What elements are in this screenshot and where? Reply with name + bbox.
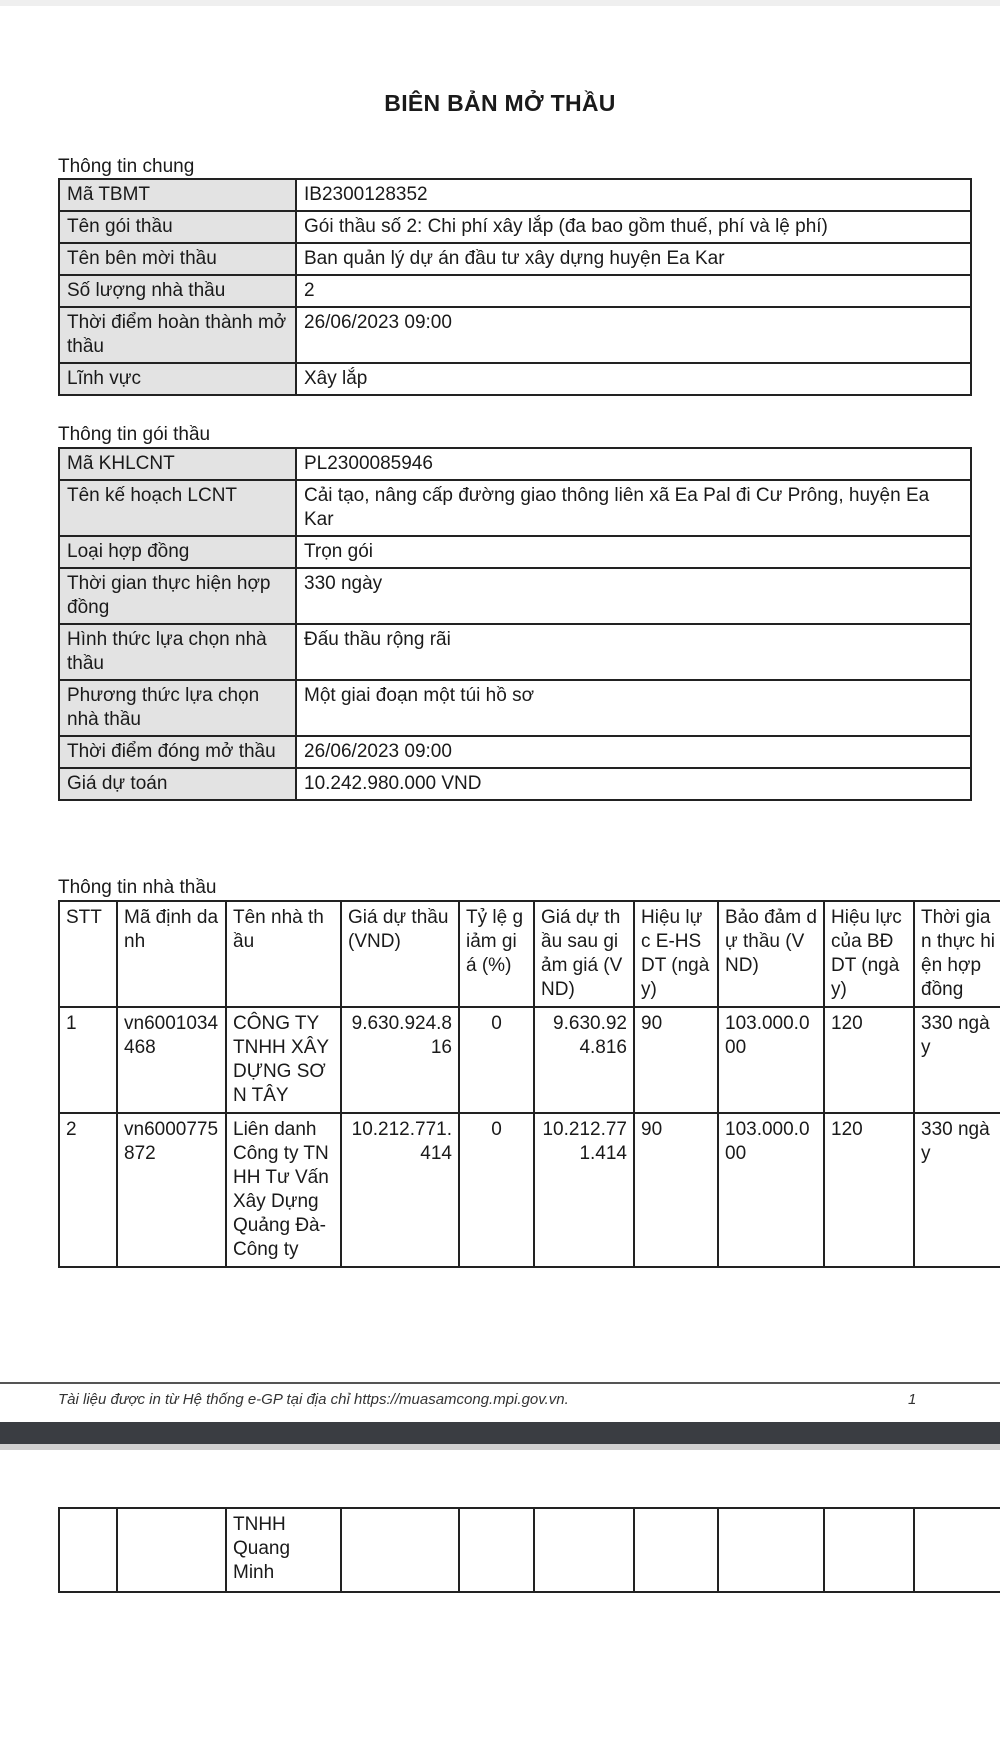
table-row (59, 680, 971, 736)
table-row (59, 480, 971, 536)
cell-bid-security: 103.000.000 (718, 1113, 824, 1267)
table-row (59, 536, 971, 568)
table-row (59, 568, 971, 624)
column-header: Mã định danh (117, 901, 226, 1007)
cell-bidder-name: Liên danh Công ty TNHH Tư Vấn Xây Dựng Quảng Đà-Công ty (226, 1113, 341, 1267)
table-row (59, 1113, 1000, 1267)
cell-discount: 0 (459, 1007, 534, 1113)
table-row (59, 243, 971, 275)
table-row (59, 736, 971, 768)
field-label: Thời điểm hoàn thành mở thầu (59, 307, 296, 363)
table-row (59, 768, 971, 800)
cell-empty (59, 1508, 117, 1592)
cell-empty (634, 1508, 718, 1592)
cell-bidder-name-continued: TNHH Quang Minh (226, 1508, 341, 1592)
field-value: Cải tạo, nâng cấp đường giao thông liên xã Ea Pal đi Cư Prông, huyện Ea Kar (296, 480, 971, 536)
field-value: 10.242.980.000 VND (296, 768, 971, 800)
document-title: BIÊN BẢN MỞ THẦU (384, 90, 616, 116)
field-label: Lĩnh vực (59, 363, 296, 395)
cell-bid-price: 10.212.771.414 (341, 1113, 459, 1267)
cell-bid-price: 9.630.924.816 (341, 1007, 459, 1113)
cell-price-after-discount: 9.630.924.816 (534, 1007, 634, 1113)
field-label: Thời điểm đóng mở thầu (59, 736, 296, 768)
field-value: IB2300128352 (296, 179, 971, 211)
field-value: Đấu thầu rộng rãi (296, 624, 971, 680)
bidders-table-continued (58, 1507, 1000, 1593)
cell-stt: 2 (59, 1113, 117, 1267)
field-label: Mã KHLCNT (59, 448, 296, 480)
field-label: Tên bên mời thầu (59, 243, 296, 275)
column-header: Giá dự thầu (VND) (341, 901, 459, 1007)
field-value: Xây lắp (296, 363, 971, 395)
table-row (59, 179, 971, 211)
page-top-edge (0, 0, 1000, 6)
field-value: Trọn gói (296, 536, 971, 568)
column-header: Hiệu lực của BĐ DT (ngày) (824, 901, 914, 1007)
page-break-shadow (0, 1444, 1000, 1450)
general-info-table (58, 178, 972, 396)
field-label: Tên kế hoạch LCNT (59, 480, 296, 536)
page-number: 1 (908, 1391, 917, 1408)
table-row (59, 1508, 1000, 1592)
field-value: PL2300085946 (296, 448, 971, 480)
cell-security-validity: 120 (824, 1007, 914, 1113)
package-info-table (58, 447, 972, 801)
cell-empty (718, 1508, 824, 1592)
table-row (59, 624, 971, 680)
field-value: 330 ngày (296, 568, 971, 624)
cell-empty (341, 1508, 459, 1592)
cell-bidder-name: CÔNG TY TNHH XÂY DỰNG SƠN TÂY (226, 1007, 341, 1113)
cell-identifier: vn6000775872 (117, 1113, 226, 1267)
cell-contract-duration: 330 ngày (914, 1113, 1000, 1267)
column-header: STT (59, 901, 117, 1007)
field-value: Một giai đoạn một túi hồ sơ (296, 680, 971, 736)
general-info-heading: Thông tin chung (58, 156, 195, 177)
column-header: Thời gian thực hiện hợp đồng (914, 901, 1000, 1007)
field-label: Hình thức lựa chọn nhà thầu (59, 624, 296, 680)
table-row (59, 448, 971, 480)
column-header: Bảo đảm dự thầu (VND) (718, 901, 824, 1007)
field-value: Gói thầu số 2: Chi phí xây lắp (đa bao gồm thuế, phí và lệ phí) (296, 211, 971, 243)
bidders-table (58, 900, 1000, 1268)
cell-identifier: vn6001034468 (117, 1007, 226, 1113)
table-row (59, 307, 971, 363)
table-row (59, 1007, 1000, 1113)
cell-empty (459, 1508, 534, 1592)
cell-discount: 0 (459, 1113, 534, 1267)
table-row (59, 211, 971, 243)
field-label: Mã TBMT (59, 179, 296, 211)
column-header: Hiệu lực E-HSDT (ngày) (634, 901, 718, 1007)
package-info-heading: Thông tin gói thầu (58, 424, 211, 445)
field-value: 26/06/2023 09:00 (296, 736, 971, 768)
page-break-bar (0, 1422, 1000, 1444)
cell-contract-duration: 330 ngày (914, 1007, 1000, 1113)
field-label: Phương thức lựa chọn nhà thầu (59, 680, 296, 736)
column-header: Tỷ lệ giảm giá (%) (459, 901, 534, 1007)
column-header: Tên nhà thầu (226, 901, 341, 1007)
field-label: Thời gian thực hiện hợp đồng (59, 568, 296, 624)
field-value: Ban quản lý dự án đầu tư xây dựng huyện Ea Kar (296, 243, 971, 275)
cell-bid-security: 103.000.000 (718, 1007, 824, 1113)
footer-text: Tài liệu được in từ Hệ thống e-GP tại địa chỉ https://muasamcong.mpi.gov.vn. (58, 1391, 569, 1408)
field-label: Số lượng nhà thầu (59, 275, 296, 307)
cell-empty (534, 1508, 634, 1592)
bidders-heading: Thông tin nhà thầu (58, 877, 217, 898)
footer-divider (0, 1382, 1000, 1384)
field-value: 2 (296, 275, 971, 307)
column-header: Giá dự thầu sau giảm giá (VND) (534, 901, 634, 1007)
field-label: Tên gói thầu (59, 211, 296, 243)
field-label: Giá dự toán (59, 768, 296, 800)
cell-empty (117, 1508, 226, 1592)
table-row (59, 363, 971, 395)
cell-empty (914, 1508, 1000, 1592)
cell-security-validity: 120 (824, 1113, 914, 1267)
table-row (59, 275, 971, 307)
field-label: Loại hợp đồng (59, 536, 296, 568)
cell-price-after-discount: 10.212.771.414 (534, 1113, 634, 1267)
cell-stt: 1 (59, 1007, 117, 1113)
table-header-row (59, 901, 1000, 1007)
cell-validity: 90 (634, 1007, 718, 1113)
cell-empty (824, 1508, 914, 1592)
cell-validity: 90 (634, 1113, 718, 1267)
field-value: 26/06/2023 09:00 (296, 307, 971, 363)
